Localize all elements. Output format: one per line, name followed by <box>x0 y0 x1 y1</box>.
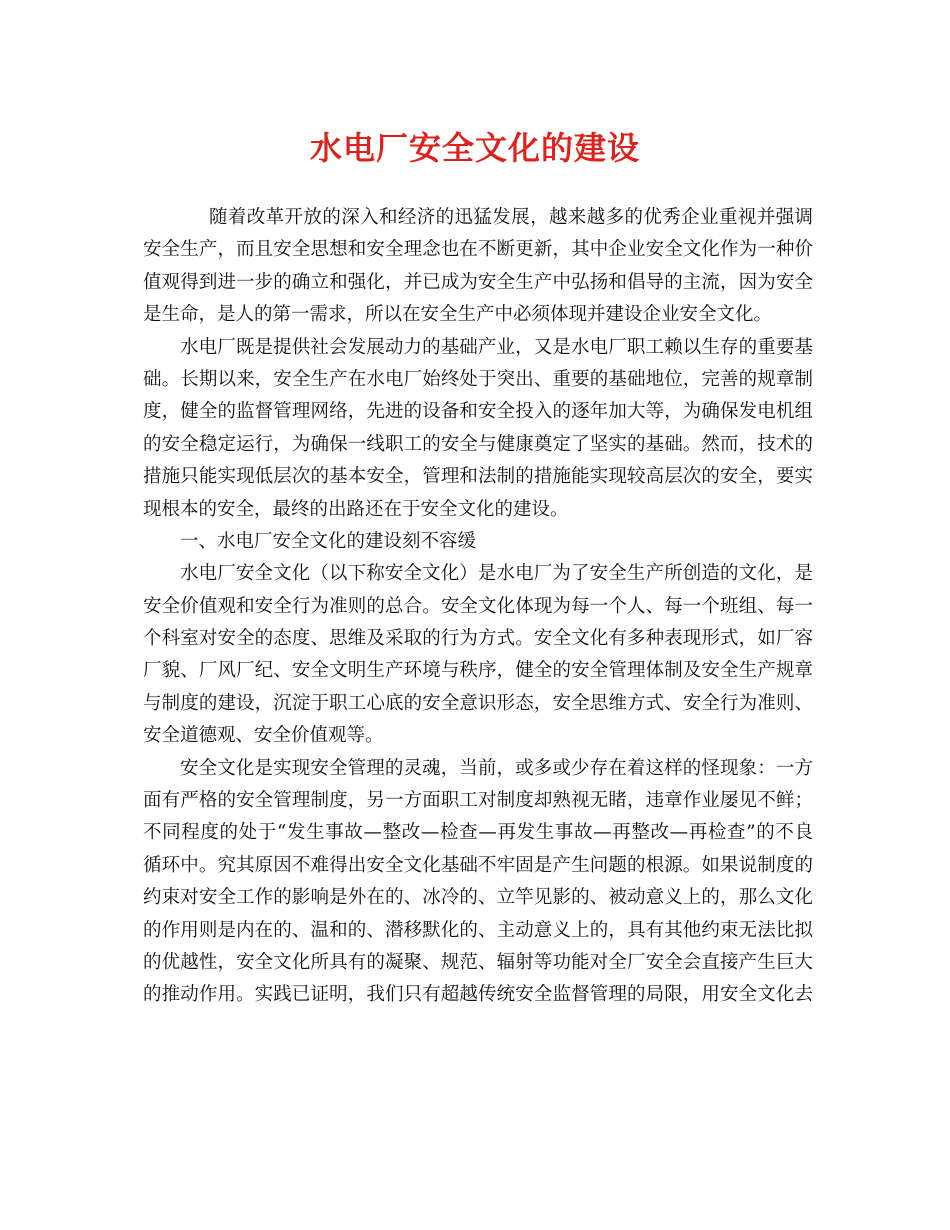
document-body <box>143 202 813 1012</box>
paragraph-line: 安全价值观和安全行为准则的总合。安全文化体现为每一个人、每一个班组、每一 <box>143 595 813 617</box>
paragraph-line: 的优越性，安全文化所具有的凝聚、规范、辐射等功能对全厂安全会直接产生巨大 <box>143 951 813 973</box>
paragraph-line: 安全生产，而且安全思想和安全理念也在不断更新，其中企业安全文化作为一种价 <box>143 239 813 261</box>
paragraph-line: 是生命，是人的第一需求，所以在安全生产中必须体现并建设企业安全文化。 <box>143 304 773 326</box>
paragraph-line: 个科室对安全的态度、思维及采取的行为方式。安全文化有多种表现形式，如厂容 <box>143 628 813 650</box>
paragraph-line: 约束对安全工作的影响是外在的、冰冷的、立竿见影的、被动意义上的，那么文化 <box>143 887 813 909</box>
paragraph-line: 面有严格的安全管理制度，另一方面职工对制度却熟视无睹，违章作业屡见不鲜； <box>143 790 813 812</box>
paragraph-line: 水电厂安全文化（以下称安全文化）是水电厂为了安全生产所创造的文化，是 <box>180 563 813 585</box>
paragraph-line: 循环中。究其原因不难得出安全文化基础不牢固是产生问题的根源。如果说制度的 <box>143 854 813 876</box>
paragraph-line: 值观得到进一步的确立和强化，并已成为安全生产中弘扬和倡导的主流，因为安全 <box>143 271 813 293</box>
section-heading: 一、水电厂安全文化的建设刻不容缓 <box>180 530 477 552</box>
paragraph-line: 水电厂既是提供社会发展动力的基础产业，又是水电厂职工赖以生存的重要基 <box>180 336 813 358</box>
paragraph-line: 安全文化是实现安全管理的灵魂，当前，或多或少存在着这样的怪现象：一方 <box>180 757 813 779</box>
paragraph-line: 础。长期以来，安全生产在水电厂始终处于突出、重要的基础地位，完善的规章制 <box>143 368 813 390</box>
paragraph-line: 度，健全的监督管理网络，先进的设备和安全投入的逐年加大等，为确保发电机组 <box>143 401 813 423</box>
paragraph-line: 措施只能实现低层次的基本安全，管理和法制的措施能实现较高层次的安全，要实 <box>143 466 813 488</box>
paragraph-line: 随着改革开放的深入和经济的迅猛发展，越来越多的优秀企业重视并强调 <box>209 207 813 228</box>
paragraph-line: 厂貌、厂风厂纪、安全文明生产环境与秩序，健全的安全管理体制及安全生产规章 <box>143 660 813 682</box>
paragraph-line: 安全道德观、安全价值观等。 <box>143 725 384 747</box>
paragraph-line: 现根本的安全，最终的出路还在于安全文化的建设。 <box>143 498 569 520</box>
paragraph-line: 的推动作用。实践已证明，我们只有超越传统安全监督管理的局限，用安全文化去 <box>143 984 813 1006</box>
paragraph-line: 的作用则是内在的、温和的、潜移默化的、主动意义上的，具有其他约束无法比拟 <box>143 919 813 941</box>
paragraph-line: 与制度的建设，沉淀于职工心底的安全意识形态，安全思维方式、安全行为准则、 <box>143 692 813 714</box>
document-title: 水电厂安全文化的建设 <box>309 129 640 167</box>
paragraph-line: 不同程度的处于“发生事故—整改—检查—再发生事故—再整改—再检查”的不良 <box>143 822 813 844</box>
paragraph-line: 的安全稳定运行，为确保一线职工的安全与健康奠定了坚实的基础。然而，技术的 <box>143 433 813 455</box>
